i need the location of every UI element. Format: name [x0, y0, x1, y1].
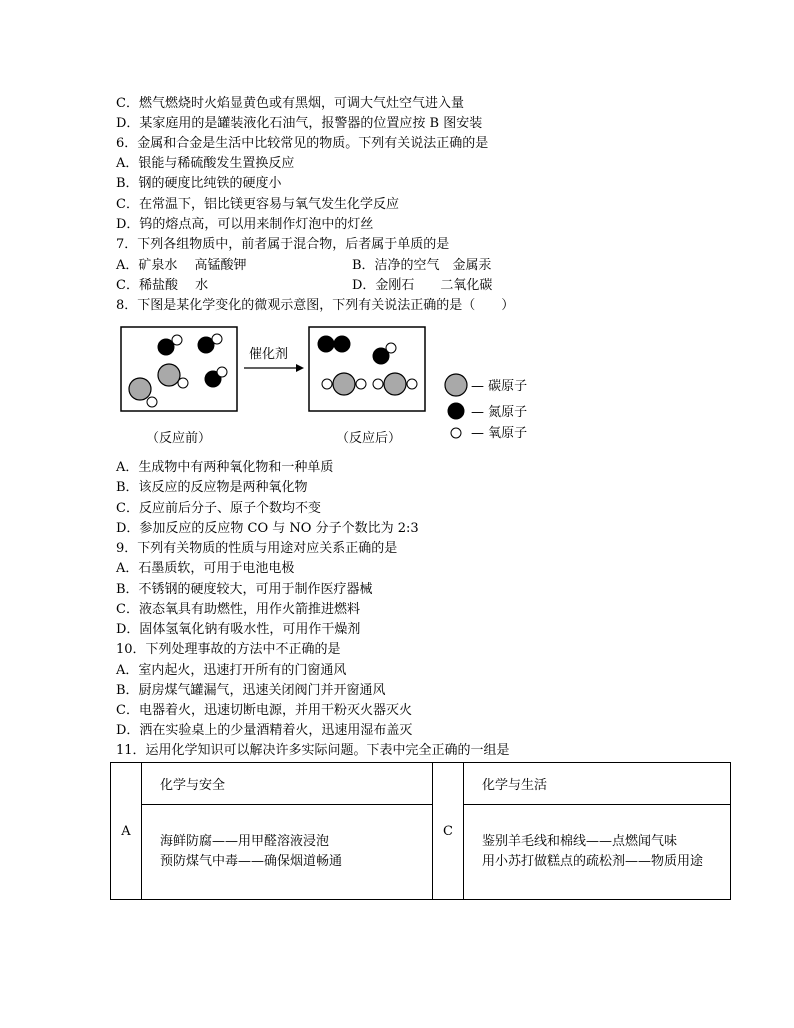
q9-stem: 9．下列有关物质的性质与用途对应关系正确的是: [116, 541, 398, 556]
q10-option-d: D．洒在实验桌上的少量酒精着火，迅速用湿布盖灭: [116, 723, 413, 738]
q7-option-a: A．矿泉水 高锰酸钾: [116, 258, 247, 273]
q11-stem: 11．运用化学知识可以解决许多实际问题。下表中完全正确的一组是: [116, 743, 510, 758]
carbon-atom: [384, 373, 406, 395]
q10-stem: 10．下列处理事故的方法中不正确的是: [116, 642, 341, 657]
oxygen-atom: [172, 335, 182, 345]
table-a-line2: 预防煤气中毒——确保烟道畅通: [160, 854, 343, 869]
q6-stem: 6．金属和合金是生活中比较常见的物质。下列有关说法正确的是: [116, 136, 489, 151]
q6-option-a: A．银能与稀硫酸发生置换反应: [116, 156, 295, 171]
caption-before: （反应前）: [146, 431, 212, 446]
q7-option-c: C．稀盐酸 水: [116, 278, 209, 293]
table-label-a: A: [111, 763, 142, 900]
nitrogen-atom: [318, 336, 334, 352]
q8-option-d: D．参加反应的反应物 CO 与 NO 分子个数比为 2:3: [116, 521, 419, 536]
q11-table: [110, 762, 731, 900]
legend-carbon-icon: [445, 374, 467, 396]
reaction-diagram: [116, 322, 556, 452]
carbon-atom: [129, 378, 151, 400]
caption-after: （反应后）: [336, 431, 402, 446]
oxygen-atom: [373, 379, 383, 389]
table-content-a: [142, 805, 433, 900]
q10-option-a: A．室内起火，迅速打开所有的门窗通风: [116, 663, 347, 678]
oxygen-atom: [178, 378, 188, 388]
q9-option-c: C．液态氧具有助燃性，用作火箭推进燃料: [116, 602, 360, 617]
oxygen-atom: [147, 397, 157, 407]
catalyst-label: 催化剂: [249, 347, 289, 362]
table-label-c: C: [433, 763, 464, 900]
table-a-line1: 海鲜防腐——用甲醛溶液浸泡: [160, 834, 330, 849]
q9-option-a: A．石墨质软，可用于电池电极: [116, 561, 295, 576]
q8-option-b: B．该反应的反应物是两种氧化物: [116, 480, 308, 495]
q5-option-c: C．燃气燃烧时火焰显黄色或有黑烟，可调大气灶空气进入量: [116, 96, 464, 111]
arrow-head: [296, 364, 304, 372]
nitrogen-atom: [334, 336, 350, 352]
q7-option-b: B．洁净的空气 金属汞: [352, 258, 492, 273]
oxygen-atom: [322, 379, 332, 389]
q6-option-b: B．钢的硬度比纯铁的硬度小: [116, 176, 282, 191]
table-c-line2: 用小苏打做糕点的疏松剂——物质用途: [482, 854, 704, 869]
q9-option-d: D．固体氢氧化钠有吸水性，可用作干燥剂: [116, 622, 361, 637]
carbon-atom: [158, 364, 180, 386]
oxygen-atom: [356, 379, 366, 389]
q8-option-c: C．反应前后分子、原子个数均不变: [116, 501, 321, 516]
q6-option-d: D．钨的熔点高，可以用来制作灯泡中的灯丝: [116, 217, 374, 232]
q7-stem: 7．下列各组物质中，前者属于混合物，后者属于单质的是: [116, 237, 450, 252]
table-title-a: 化学与安全: [142, 763, 433, 805]
q8-stem: 8．下图是某化学变化的微观示意图，下列有关说法正确的是（ ）: [116, 298, 515, 313]
q10-option-c: C．电器着火，迅速切断电源，并用干粉灭火器灭火: [116, 703, 412, 718]
q10-option-b: B．厨房煤气罐漏气，迅速关闭阀门并开窗通风: [116, 683, 386, 698]
legend-carbon-label: — 碳原子: [471, 379, 528, 394]
oxygen-atom: [217, 367, 227, 377]
oxygen-atom: [386, 343, 396, 353]
q6-option-c: C．在常温下，铝比镁更容易与氧气发生化学反应: [116, 197, 399, 212]
table-title-c: 化学与生活: [464, 763, 731, 805]
nitrogen-atom: [158, 339, 174, 355]
legend-nitrogen-icon: [448, 403, 464, 419]
legend-nitrogen-label: — 氮原子: [471, 405, 528, 420]
oxygen-atom: [407, 379, 417, 389]
table-c-line1: 鉴别羊毛线和棉线——点燃闻气味: [482, 834, 678, 849]
carbon-atom: [333, 373, 355, 395]
oxygen-atom: [212, 334, 222, 344]
q9-option-b: B．不锈钢的硬度较大，可用于制作医疗器械: [116, 582, 373, 597]
legend-oxygen-label: — 氧原子: [471, 426, 528, 441]
q7-option-d: D．金刚石 二氧化碳: [352, 278, 493, 293]
legend-oxygen-icon: [451, 428, 461, 438]
q8-option-a: A．生成物中有两种氧化物和一种单质: [116, 460, 334, 475]
table-content-c: [464, 805, 731, 900]
q5-option-d: D．某家庭用的是罐装液化石油气，报警器的位置应按 B 图安装: [116, 116, 483, 131]
